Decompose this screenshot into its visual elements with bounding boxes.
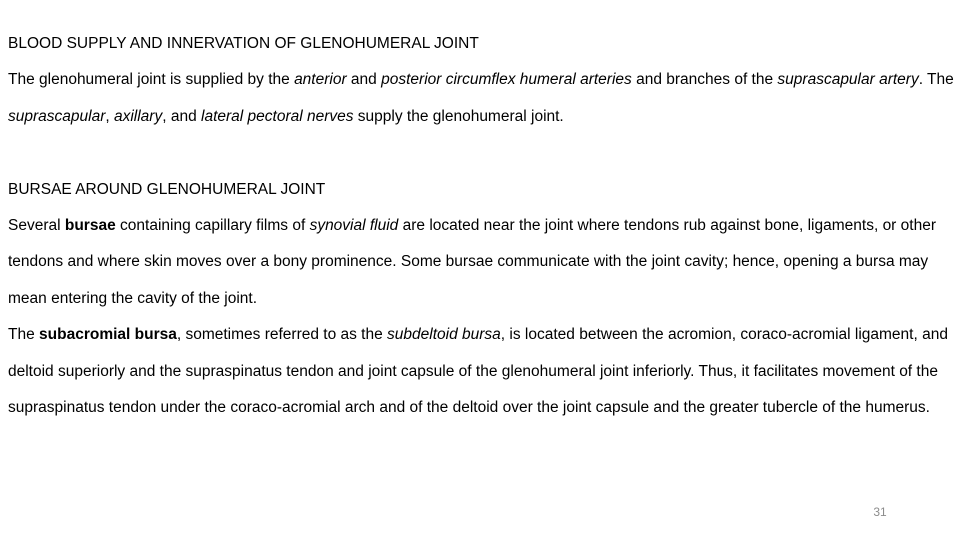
heading-bursae: BURSAE AROUND GLENOHUMERAL JOINT (8, 180, 326, 198)
slide-content (8, 26, 956, 426)
text-run: posterior circumflex humeral arteries (381, 71, 632, 89)
text-run: suprascapular artery (777, 71, 919, 89)
text-run: synovial fluid (309, 217, 399, 235)
text-run: , (105, 107, 114, 125)
text-run: , is located between the acromion, coraco-acromial ligament, and deltoid superiorly and the supraspinatus tendon and joint capsule of the glenohumeral joint inferiorly. Thus, it facilitates movement of the supraspinatus tendon under the coraco-acromial arch and of the deltoid over the joint capsule and the greater tubercle of the humerus. (8, 326, 948, 417)
text-run: . The (918, 71, 954, 89)
page-number: 31 (873, 505, 887, 519)
text-run: Several (8, 217, 65, 235)
paragraph-gap (8, 135, 956, 171)
text-run: containing capillary films of (115, 217, 310, 235)
text-run: lateral pectoral nerves (201, 107, 354, 125)
text-run: supply the glenohumeral joint. (353, 107, 564, 125)
text-run: are located near the joint where tendons rub against bone, ligaments, or other tendons and where skin moves over a bony prominence. Some bursae communicate with the joint cavity; hence, opening a bursa may mean entering the cavity of the joint. (8, 217, 936, 307)
text-run: , sometimes referred to as the (176, 326, 388, 344)
paragraph-blood-supply (8, 62, 956, 135)
text-run: and branches of the (631, 71, 778, 89)
heading-blood-supply: BLOOD SUPPLY AND INNERVATION OF GLENOHUMERAL JOINT (8, 35, 479, 52)
text-run: and (346, 71, 382, 89)
text-run: The (8, 326, 40, 344)
text-run: axillary (113, 107, 163, 125)
text-run: subdeltoid bursa (387, 326, 501, 344)
text-run: subacromial bursa (39, 326, 177, 344)
text-run: suprascapular (8, 107, 106, 125)
text-run: anterior (294, 71, 347, 89)
paragraph-bursae (8, 208, 956, 317)
text-run: The glenohumeral joint is supplied by the (8, 71, 295, 89)
paragraph-subacromial-bursa (8, 317, 956, 426)
text-run: bursae (64, 217, 116, 235)
text-run: , and (162, 107, 201, 125)
